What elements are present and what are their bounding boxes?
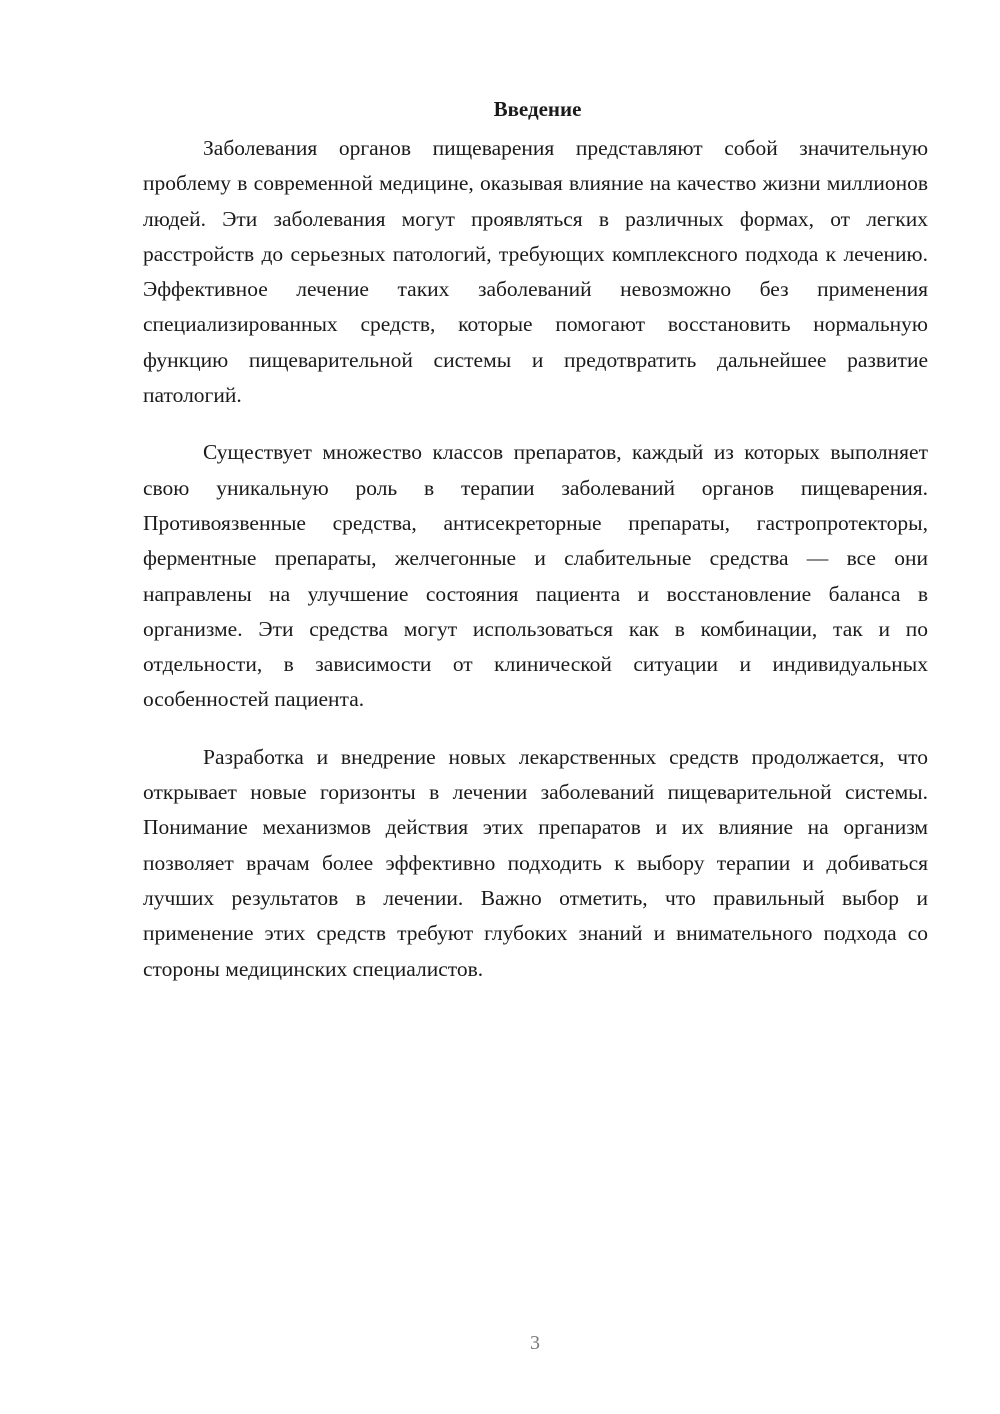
page-content	[143, 92, 928, 1009]
paragraph-2: Существует множество классов препаратов, каждый из которых выполняет свою уникальную роль в терапии заболеваний органов пищеварения. Противоязвенные средства, антисекреторные препараты, гастропротекторы, ферментные препараты, желчегонные и слабительные средства — все они направлены на улучшение состояния пациента и восстановление баланса в организме. Эти средства могут использоваться как в комбинации, так и по отдельности, в зависимости от клинической ситуации и индивидуальных особенностей пациента.	[143, 440, 928, 712]
paragraph-1: Заболевания органов пищеварения представляют собой значительную проблему в современной медицине, оказывая влияние на качество жизни миллионов людей. Эти заболевания могут проявляться в различных формах, от легких расстройств до серьезных патологий, требующих комплексного подхода к лечению. Эффективное лечение таких заболеваний невозможно без применения специализированных средств, которые помогают восстановить нормальную функцию пищеварительной системы и предотвратить дальнейшее развитие патологий.	[143, 136, 928, 408]
section-title: Введение	[493, 97, 582, 121]
page-number: 3	[530, 1332, 540, 1354]
paragraph-3: Разработка и внедрение новых лекарственных средств продолжается, что открывает новые горизонты в лечении заболеваний пищеварительной системы. Понимание механизмов действия этих препаратов и их влияние на организм позволяет врачам более эффективно подходить к выбору терапии и добиваться лучших результатов в лечении. Важно отметить, что правильный выбор и применение этих средств требуют глубоких знаний и внимательного подхода со стороны медицинских специалистов.	[143, 744, 928, 981]
